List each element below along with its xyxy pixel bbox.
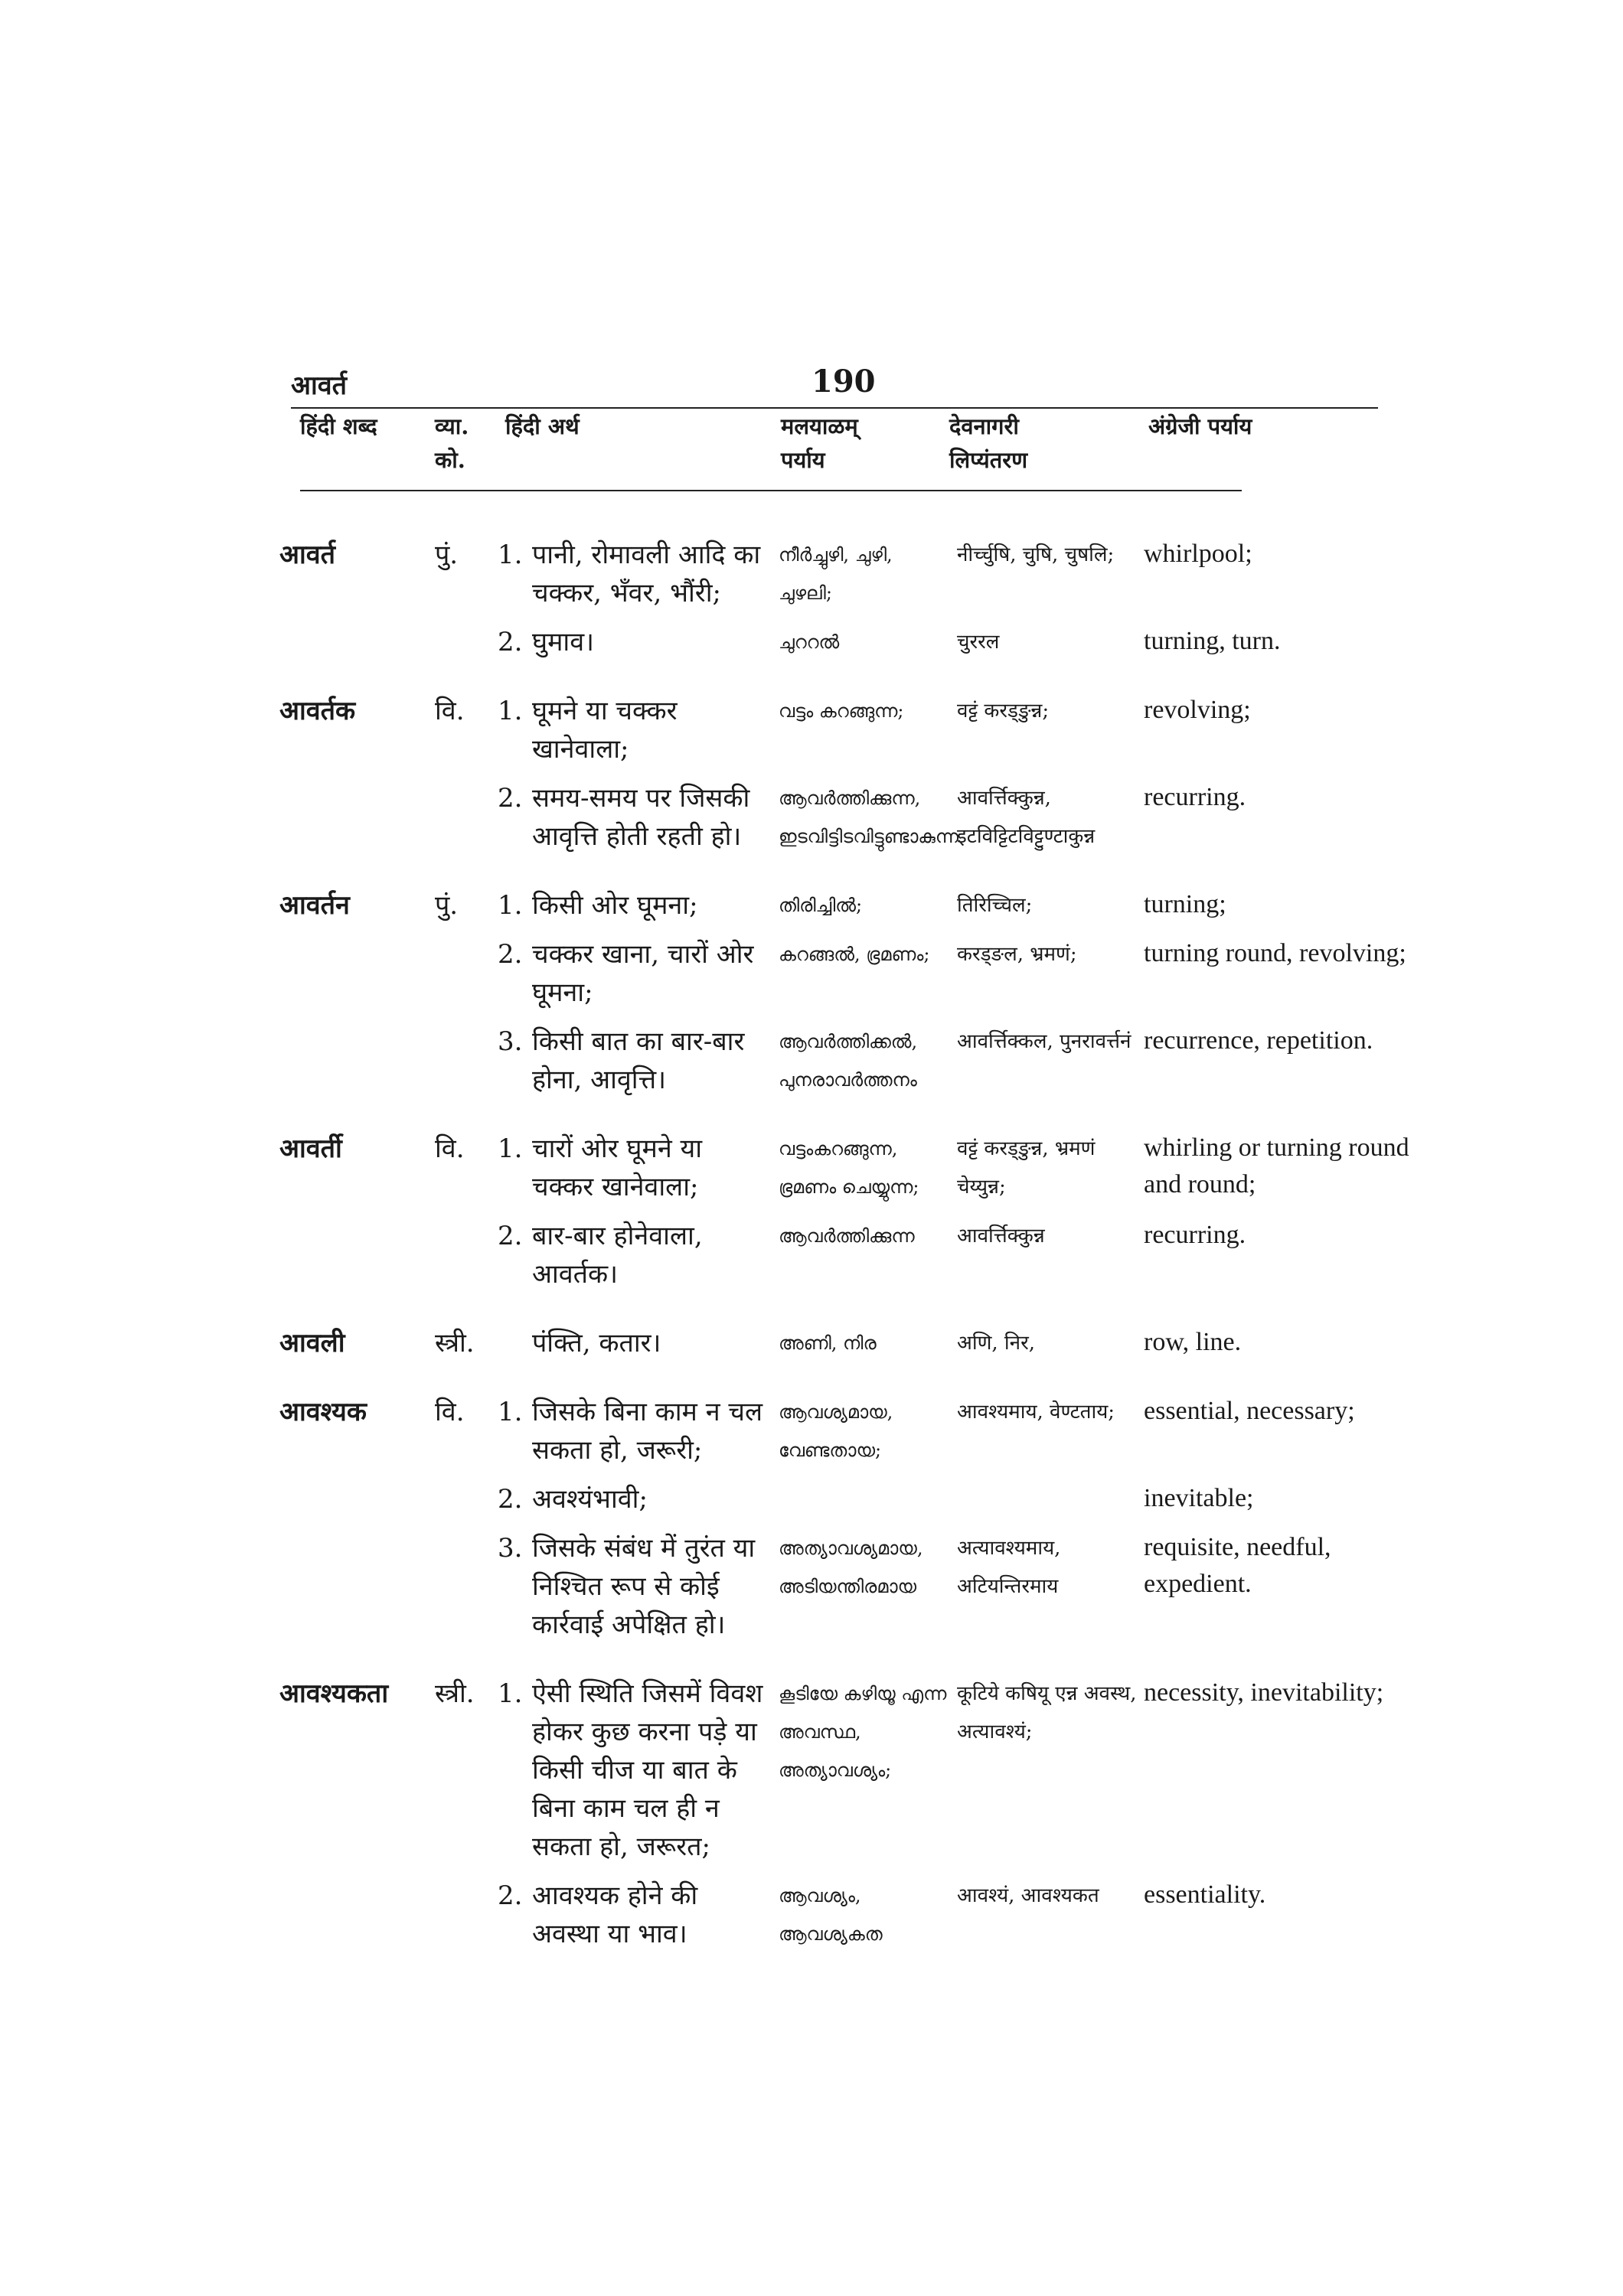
malayalam-equivalent: ആവർത്തിക്കുന്ന, ഇടവിട്ടിടവിട്ടുണ്ടാകുന്ന	[779, 788, 959, 847]
devanagari-transliteration	[957, 1480, 1139, 1518]
grammar-code: पुं.	[435, 890, 459, 921]
malayalam-equivalent: അത്യാവശ്യമായ, അടിയന്തിരമായ	[779, 1538, 923, 1597]
sense-row	[0, 1217, 1623, 1304]
sense-number: 1.	[498, 1678, 523, 1709]
devanagari-transliteration: कूटिये कषियू एन्न अवस्थ, अत्यावश्यं;	[957, 1682, 1137, 1743]
sense-row	[0, 536, 1623, 623]
devanagari-transliteration: आवर्त्तिक्कुन्न	[957, 1225, 1045, 1247]
col-header-devanagari: देवनागरी लिप्यंतरण	[949, 413, 1028, 473]
hindi-meaning: पंक्ति, कतार।	[532, 1328, 661, 1358]
english-equivalent: turning;	[1144, 890, 1226, 918]
col-header-hindi-word: हिंदी शब्द	[300, 413, 377, 439]
dictionary-entry	[0, 692, 1623, 866]
grammar-code: पुं.	[435, 540, 459, 570]
english-equivalent: necessity, inevitability;	[1144, 1678, 1384, 1707]
english-equivalent: inevitable;	[1144, 1484, 1254, 1512]
sense-number: 1.	[498, 1397, 523, 1427]
sense-row	[0, 623, 1623, 672]
devanagari-transliteration: चुररल	[957, 631, 1000, 654]
devanagari-transliteration: करड्ङल, भ्रमणं;	[957, 943, 1077, 966]
grammar-code: वि.	[435, 1397, 465, 1427]
hindi-meaning: घुमाव।	[532, 627, 595, 657]
sense-number: 1.	[498, 696, 523, 726]
headword: आवर्तक	[279, 696, 356, 726]
grammar-code: वि.	[435, 1133, 465, 1164]
hindi-meaning: आवश्यक होने की अवस्था या भाव।	[532, 1880, 698, 1949]
english-equivalent: turning, turn.	[1144, 627, 1281, 655]
dictionary-entry	[0, 1675, 1623, 1964]
grammar-code: वि.	[435, 696, 465, 726]
dictionary-entry	[0, 1393, 1623, 1655]
sense-number: 2.	[498, 939, 523, 970]
english-equivalent: recurring.	[1144, 783, 1246, 811]
devanagari-transliteration: नीर्च्चुषि, चुषि, चुषलि;	[957, 543, 1115, 566]
sense-row	[0, 779, 1623, 866]
grammar-code: स्त्री.	[435, 1678, 475, 1709]
hindi-meaning: ऐसी स्थिति जिसमें विवश होकर कुछ करना पड़े या किसी चीज या बात के बिना काम चल ही न सकता हो, जरूरत;	[532, 1678, 763, 1862]
sense-number: 3.	[498, 1533, 523, 1564]
sense-row	[0, 1393, 1623, 1480]
sense-number: 2.	[498, 627, 523, 657]
sense-number: 1.	[498, 890, 523, 921]
english-equivalent: requisite, needful, expedient.	[1144, 1533, 1331, 1598]
grammar-code: स्त्री.	[435, 1328, 475, 1358]
headword: आवर्तन	[279, 890, 350, 921]
col-header-english: अंग्रेजी पर्याय	[1148, 413, 1252, 439]
hindi-meaning: समय-समय पर जिसकी आवृत्ति होती रहती हो।	[532, 783, 750, 852]
malayalam-equivalent: ആവശ്യം, ആവശ്യകത	[779, 1885, 883, 1945]
devanagari-transliteration: अत्यावश्यमाय, अटियन्तिरमाय	[957, 1537, 1061, 1598]
english-equivalent: essentiality.	[1144, 1880, 1266, 1909]
headword: आवर्ती	[279, 1133, 342, 1164]
hindi-meaning: किसी बात का बार-बार होना, आवृत्ति।	[532, 1026, 745, 1095]
devanagari-transliteration: अणि, निर,	[957, 1332, 1035, 1355]
sense-row	[0, 1130, 1623, 1217]
col-header-malayalam: मलयाळम् पर्याय	[781, 413, 858, 473]
hindi-meaning: बार-बार होनेवाला, आवर्तक।	[532, 1221, 703, 1290]
dictionary-entry	[0, 1130, 1623, 1304]
english-equivalent: whirlpool;	[1144, 540, 1252, 568]
headword: आवली	[279, 1328, 345, 1358]
sense-row	[0, 886, 1623, 935]
sense-row	[0, 1675, 1623, 1877]
malayalam-equivalent: ആവർത്തിക്കുന്ന	[779, 1225, 915, 1247]
sense-number: 1.	[498, 540, 523, 570]
devanagari-transliteration: आवर्त्तिक्कल, पुनरावर्त्तनं	[957, 1030, 1132, 1053]
malayalam-equivalent: കൂടിയേ കഴിയൂ എന്ന അവസ്ഥ, അത്യാവശ്യം;	[779, 1683, 947, 1781]
hindi-meaning: चारों ओर घूमने या चक्कर खानेवाला;	[532, 1133, 703, 1202]
hindi-meaning: पानी, रोमावली आदि का चक्कर, भँवर, भौंरी;	[532, 540, 761, 608]
english-equivalent: essential, necessary;	[1144, 1397, 1355, 1425]
sense-row	[0, 1022, 1623, 1110]
hindi-meaning: जिसके बिना काम न चल सकता हो, जरूरी;	[532, 1397, 763, 1466]
hindi-meaning: घूमने या चक्कर खानेवाला;	[532, 696, 678, 765]
devanagari-transliteration: आवर्त्तिक्कुन्न, इटविट्टिटविट्टुण्टाकुन्न	[957, 787, 1096, 848]
headword: आवर्त	[279, 540, 336, 570]
devanagari-transliteration: आवश्यं, आवश्यकत	[957, 1884, 1099, 1907]
malayalam-equivalent: ആവശ്യമായ, വേണ്ടതായ;	[779, 1401, 893, 1461]
malayalam-equivalent: തിരിച്ചിൽ;	[779, 895, 863, 916]
sense-row	[0, 1480, 1623, 1529]
devanagari-transliteration: वट्टं करड्ङुन्न;	[957, 700, 1050, 722]
hindi-meaning: चक्कर खाना, चारों ओर घूमना;	[532, 939, 754, 1008]
sense-row	[0, 1529, 1623, 1655]
entries-list	[0, 536, 1623, 1984]
dictionary-entry	[0, 536, 1623, 672]
malayalam-equivalent: അണി, നിര	[779, 1332, 877, 1354]
english-equivalent: recurring.	[1144, 1221, 1246, 1249]
english-equivalent: whirling or turning round and round;	[1144, 1133, 1409, 1199]
english-equivalent: turning round, revolving;	[1144, 939, 1406, 967]
malayalam-equivalent: കറങ്ങൽ, ഭ്രമണം;	[779, 944, 930, 965]
headword: आवश्यक	[279, 1397, 367, 1427]
sense-row	[0, 692, 1623, 779]
english-equivalent: row, line.	[1144, 1328, 1242, 1356]
headword: आवश्यकता	[279, 1678, 389, 1709]
hindi-meaning: किसी ओर घूमना;	[532, 890, 698, 921]
malayalam-equivalent: വട്ടംകറങ്ങുന്ന, ഭ്രമണം ചെയ്യുന്ന;	[779, 1138, 919, 1198]
english-equivalent: recurrence, repetition.	[1144, 1026, 1373, 1055]
malayalam-equivalent: നീർച്ചുഴി, ചുഴി, ചുഴലി;	[779, 544, 893, 604]
malayalam-equivalent: ചുററൽ	[779, 631, 840, 653]
hindi-meaning: जिसके संबंध में तुरंत या निश्चित रूप से कोई कार्रवाई अपेक्षित हो।	[532, 1533, 756, 1640]
sense-row	[0, 935, 1623, 1022]
col-header-grammar: व्या. को.	[435, 413, 469, 473]
sense-number: 3.	[498, 1026, 523, 1057]
devanagari-transliteration: वट्टं करड्ङुन्न, भ्रमणं चेय्युन्न;	[957, 1137, 1096, 1199]
devanagari-transliteration: आवश्यमाय, वेण्टताय;	[957, 1401, 1115, 1424]
running-head	[291, 364, 1378, 409]
col-header-hindi-meaning: हिंदी अर्थ	[505, 413, 580, 439]
sense-row	[0, 1877, 1623, 1964]
malayalam-equivalent: വട്ടം കറങ്ങുന്ന;	[779, 700, 904, 722]
malayalam-equivalent: ആവർത്തിക്കൽ, പുനരാവർത്തനം	[779, 1031, 918, 1091]
english-equivalent: revolving;	[1144, 696, 1251, 724]
hindi-meaning: अवश्यंभावी;	[532, 1484, 648, 1515]
dictionary-entry	[0, 886, 1623, 1110]
running-head-word: आवर्त	[291, 370, 348, 401]
page-number: 190	[812, 364, 876, 400]
sense-number: 2.	[498, 1880, 523, 1911]
header-bottom-rule	[300, 490, 1242, 491]
sense-number: 1.	[498, 1133, 523, 1164]
devanagari-transliteration: तिरिच्चिल;	[957, 894, 1033, 917]
sense-number: 2.	[498, 1484, 523, 1515]
malayalam-equivalent	[779, 1480, 951, 1518]
header-top-rule	[291, 407, 1378, 409]
sense-number: 2.	[498, 783, 523, 814]
sense-number: 2.	[498, 1221, 523, 1251]
sense-row	[0, 1324, 1623, 1373]
dictionary-entry	[0, 1324, 1623, 1373]
